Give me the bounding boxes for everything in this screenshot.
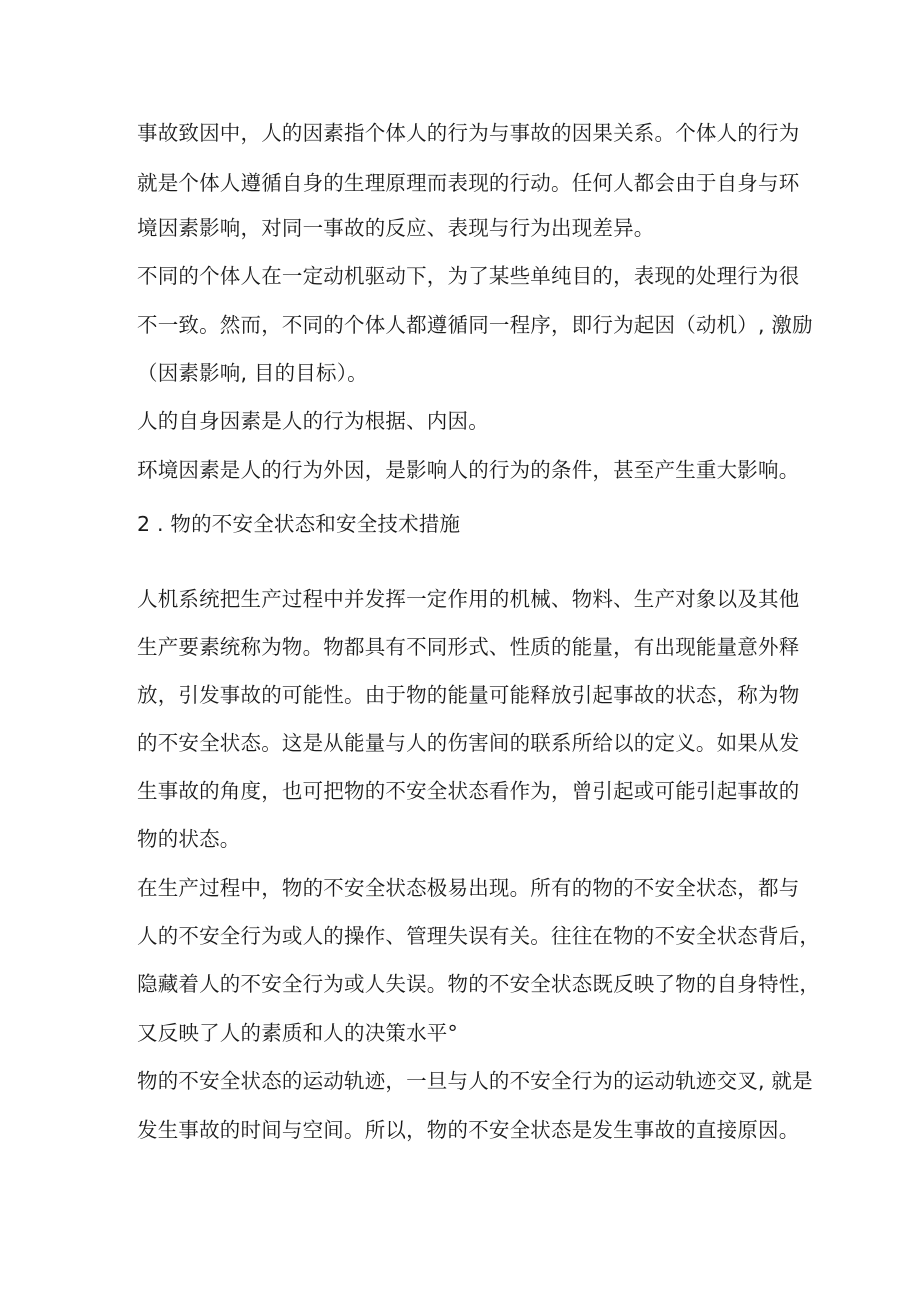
text-line: 不同的个体人在一定动机驱动下，为了某些单纯目的，表现的处理行为很 bbox=[137, 264, 800, 288]
text-line: 人的不安全行为或人的操作、管理失误有关。往往在物的不安全状态背后， bbox=[137, 924, 821, 948]
text-line: （因素影响, 目的目标）。 bbox=[137, 361, 368, 385]
text-line: 事故致因中，人的因素指个体人的行为与事故的因果关系。个体人的行为 bbox=[137, 121, 800, 145]
text-line: 不一致。然而，不同的个体人都遵循同一程序，即行为起因（动机）, 激励 bbox=[137, 313, 813, 337]
text-line: 的不安全状态。这是从能量与人的伤害间的联系所给以的定义。如果从发 bbox=[137, 731, 800, 755]
text-line: 境因素影响，对同一事故的反应、表现与行为出现差异。 bbox=[137, 216, 655, 240]
text-line: 物的不安全状态的运动轨迹，一旦与人的不安全行为的运动轨迹交叉, 就是 bbox=[137, 1069, 813, 1093]
text-line: 放，引发事故的可能性。由于物的能量可能释放引起事故的状态，称为物 bbox=[137, 683, 800, 707]
text-line: 在生产过程中，物的不安全状态极易出现。所有的物的不安全状态，都与 bbox=[137, 876, 800, 900]
text-line: 人机系统把生产过程中并发挥一定作用的机械、物料、生产对象以及其他 bbox=[137, 587, 800, 611]
text-line: 人的自身因素是人的行为根据、内因。 bbox=[137, 409, 489, 433]
text-line: 生事故的角度，也可把物的不安全状态看作为，曾引起或可能引起事故的 bbox=[137, 779, 800, 803]
text-line: 就是个体人遵循自身的生理原理而表现的行动。任何人都会由于自身与环 bbox=[137, 171, 800, 195]
text-line: 物的状态。 bbox=[137, 827, 241, 851]
text-line: 环境因素是人的行为外因，是影响人的行为的条件，甚至产生重大影响。 bbox=[137, 458, 800, 482]
text-line: 隐藏着人的不安全行为或人失误。物的不安全状态既反映了物的自身特性， bbox=[137, 972, 821, 996]
text-line: 又反映了人的素质和人的决策水平° bbox=[137, 1021, 458, 1045]
section-heading: 2 . 物的不安全状态和安全技术措施 bbox=[137, 512, 461, 536]
text-line: 发生事故的时间与空间。所以，物的不安全状态是发生事故的直接原因。 bbox=[137, 1118, 800, 1142]
text-line: 生产要素统称为物。物都具有不同形式、性质的能量，有出现能量意外释 bbox=[137, 635, 800, 659]
